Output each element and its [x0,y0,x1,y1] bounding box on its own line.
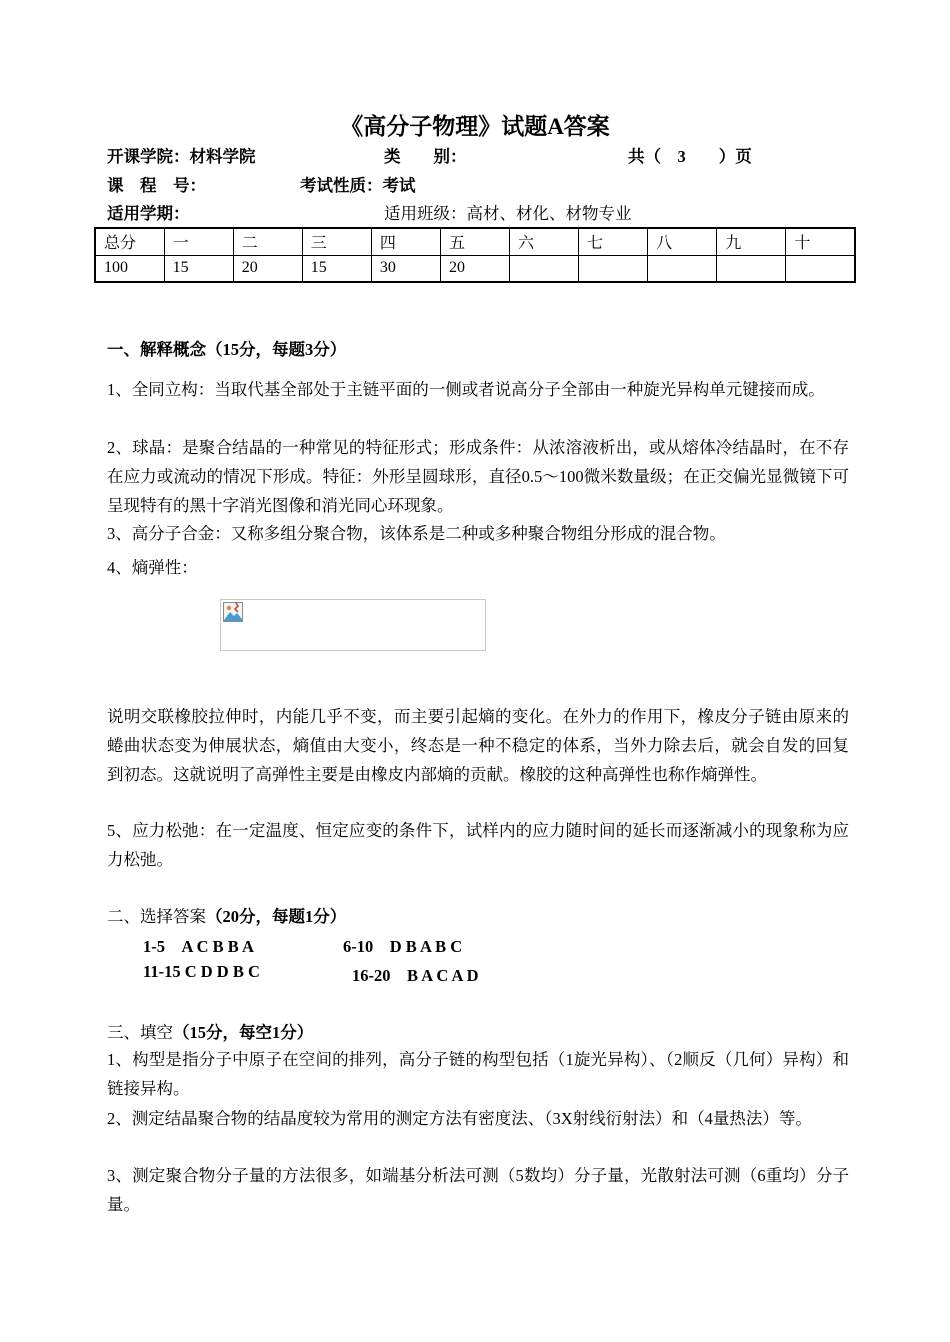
answer-group: 1-5 A C B B A [143,937,254,956]
score-header-cell: 四 [371,228,440,255]
score-header-cell: 二 [233,228,302,255]
fill-blank-item: 3、测定聚合物分子量的方法很多，如端基分析法可测（5数均）分子量，光散射法可测（6重均）分子量。 [107,1166,849,1214]
score-table-value-row [95,255,855,282]
definition-item: 说明交联橡胶拉伸时，内能几乎不变，而主要引起熵的变化。在外力的作用下，橡皮分子链由原来的蜷曲状态变为伸展状态，熵值由大变小，终态是一种不稳定的体系，当外力除去后，就会自发的回复到初态。这就说明了高弹性主要是由橡皮内部熵的贡献。橡胶的这种高弹性也称作熵弹性。 [107,707,849,784]
fill-blank-item: 1、构型是指分子中原子在空间的排列，高分子链的构型包括（1旋光异构）、（2顺反（几何）异构）和链接异构。 [107,1050,849,1098]
score-value-cell [579,255,648,282]
classes-label: 适用班级：高材、材化、材物专业 [384,204,632,223]
answer-group: 11-15 C D D B C [143,962,260,981]
score-value-cell: 20 [440,255,509,282]
section2-heading [107,903,346,927]
score-header-cell: 六 [510,228,579,255]
college-label: 开课学院：材料学院 [107,147,256,166]
pages-label: 共（ 3 ）页 [628,147,752,166]
score-header-cell: 三 [302,228,371,255]
definition-item: 2、球晶：是聚合结晶的一种常见的特征形式；形成条件：从浓溶液析出，或从熔体冷结晶时，在不存在应力或流动的情况下形成。特征：外形呈圆球形，直径0.5～100微米数量级；在正交偏光显微镜下可呈现特有的黑十字消光图像和消光同心环现象。 [107,438,849,515]
score-value-cell: 15 [164,255,233,282]
definition-item: 1、全同立构：当取代基全部处于主链平面的一侧或者说高分子全部由一种旋光异构单元键接而成。 [107,380,825,399]
document-title: 《高分子物理》试题A答案 [340,114,610,139]
section1-heading: 一、解释概念（15分，每题3分） [107,340,347,359]
section2-heading-text: 二、选择答案 [107,907,206,926]
section3-heading-score: （15分，每空1分） [173,1023,314,1042]
score-table [94,227,856,283]
score-value-cell: 15 [302,255,371,282]
score-value-cell [648,255,717,282]
section3-heading-text: 三、填空 [107,1023,173,1042]
definition-item: 5、应力松弛：在一定温度、恒定应变的条件下，试样内的应力随时间的延长而逐渐减小的现象称为应力松弛。 [107,821,849,869]
score-header-cell: 十 [786,228,855,255]
answer-group: 6-10 D B A B C [343,937,463,956]
answer-group: 16-20 B A C A D [352,966,479,985]
exam-type-label: 考试性质：考试 [300,176,416,195]
category-label: 类 别： [384,147,467,166]
score-header-cell: 九 [717,228,786,255]
score-value-cell [510,255,579,282]
score-value-cell [717,255,786,282]
term-label: 适用学期： [107,204,190,223]
section3-heading [107,1019,313,1043]
definition-item: 4、熵弹性： [107,558,198,577]
score-value-cell [786,255,855,282]
course-number-label: 课 程 号： [107,176,206,195]
score-value-cell: 100 [95,255,164,282]
score-header-cell: 总分 [95,228,164,255]
score-header-cell: 五 [440,228,509,255]
fill-blank-item: 2、测定结晶聚合物的结晶度较为常用的测定方法有密度法、（3X射线衍射法）和（4量热法）等。 [107,1109,812,1128]
definition-item: 3、高分子合金：又称多组分聚合物，该体系是二种或多种聚合物组分形成的混合物。 [107,524,726,543]
score-header-cell: 一 [164,228,233,255]
score-header-cell: 七 [579,228,648,255]
broken-image-icon [223,602,243,622]
broken-image-placeholder [220,599,486,651]
score-value-cell: 30 [371,255,440,282]
section2-heading-score: （20分，每题1分） [206,907,347,926]
score-header-cell: 八 [648,228,717,255]
score-value-cell: 20 [233,255,302,282]
score-table-header-row [95,228,855,255]
